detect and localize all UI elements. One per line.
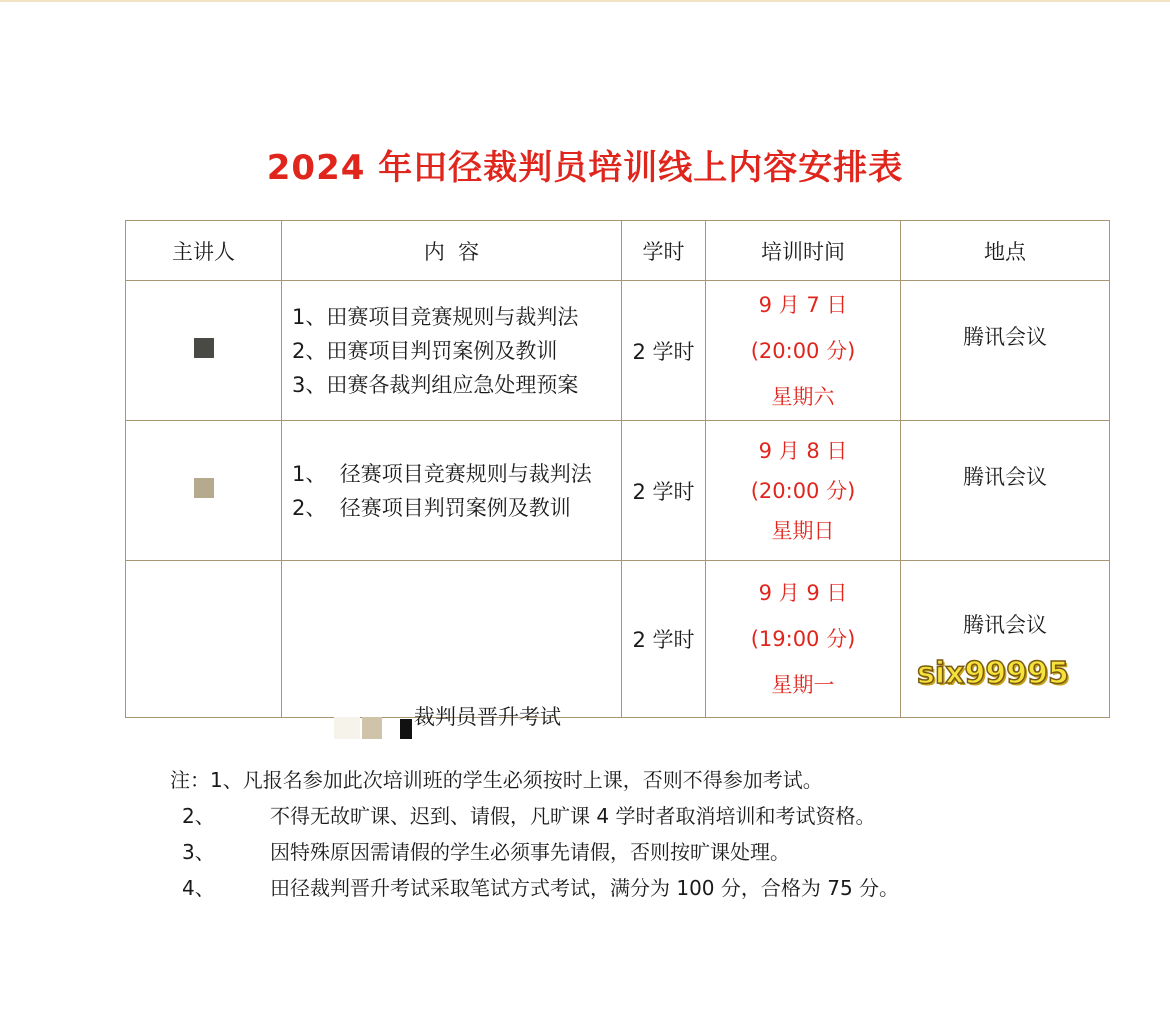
weekday-text: 星期六 (771, 384, 835, 409)
time-cell (706, 561, 901, 718)
header-hours: 学时 (622, 221, 706, 281)
header-content: 内 容 (282, 221, 622, 281)
weekday-text: 星期日 (771, 518, 835, 543)
location-cell (901, 421, 1110, 561)
note-number: 2、 (182, 804, 215, 828)
location-text: 腾讯会议 (963, 613, 1047, 637)
time-cell (706, 421, 901, 561)
content-line: 裁判员晋升考试 (414, 705, 561, 729)
time-text: (19:00 分) (750, 627, 856, 651)
content-line: 3、田赛各裁判组应急处理预案 (292, 372, 579, 397)
time-text: (20:00 分) (750, 338, 856, 363)
content-cell (282, 561, 622, 729)
location-cell (901, 561, 1110, 718)
hours-cell: 2 学时 (622, 421, 706, 561)
note-item (170, 762, 899, 798)
hours-cell: 2 学时 (622, 561, 706, 718)
notes (170, 762, 899, 906)
date-text: 9 月 8 日 (758, 438, 848, 463)
note-text: 因特殊原因需请假的学生必须事先请假，否则按旷课处理。 (270, 840, 790, 864)
note-text: 田径裁判晋升考试采取笔试方式考试，满分为 100 分，合格为 75 分。 (270, 876, 900, 900)
header-speaker: 主讲人 (126, 221, 282, 281)
speaker-cell (126, 421, 282, 561)
note-number: 4、 (182, 876, 215, 900)
note-text: 凡报名参加此次培训班的学生必须按时上课，否则不得参加考试。 (242, 768, 823, 792)
content-line: 1、田赛项目竞赛规则与裁判法 (292, 304, 579, 329)
schedule-table (125, 220, 1110, 729)
header-time: 培训时间 (706, 221, 901, 281)
note-number: 1、 (210, 768, 243, 792)
content-line: 2、 径赛项目判罚案例及教训 (292, 495, 571, 520)
location-text: 腾讯会议 (963, 324, 1047, 349)
watermark: six99995 (917, 656, 1069, 691)
weekday-text: 星期一 (771, 673, 835, 697)
page-title: 2024 年田径裁判员培训线上内容安排表 (266, 148, 904, 188)
redacted-speaker-name (194, 338, 214, 358)
content-cell (282, 421, 622, 561)
header-location: 地点 (901, 221, 1110, 281)
note-item (170, 798, 899, 834)
speaker-cell (126, 281, 282, 421)
content-line: 1、 径赛项目竞赛规则与裁判法 (292, 461, 592, 486)
date-text: 9 月 9 日 (758, 581, 848, 605)
redacted-block (400, 719, 412, 739)
hours-cell: 2 学时 (622, 281, 706, 421)
date-text: 9 月 7 日 (758, 292, 848, 317)
top-rule (0, 0, 1170, 2)
time-cell (706, 281, 901, 421)
notes-prefix: 注： (170, 768, 210, 792)
location-text: 腾讯会议 (963, 464, 1047, 489)
note-item (170, 870, 899, 906)
table-row (126, 561, 1110, 718)
content-line: 2、田赛项目判罚案例及教训 (292, 338, 558, 363)
redacted-speaker-name (194, 478, 214, 498)
location-cell (901, 281, 1110, 421)
content-cell (282, 281, 622, 421)
redacted-block (334, 717, 360, 739)
table-row (126, 421, 1110, 561)
note-text: 不得无故旷课、迟到、请假，凡旷课 4 学时者取消培训和考试资格。 (270, 804, 876, 828)
redacted-block (362, 717, 382, 739)
table-row (126, 281, 1110, 421)
time-text: (20:00 分) (750, 478, 856, 503)
speaker-cell (126, 561, 282, 718)
note-item (170, 834, 899, 870)
note-number: 3、 (182, 840, 215, 864)
table-header-row (126, 221, 1110, 281)
